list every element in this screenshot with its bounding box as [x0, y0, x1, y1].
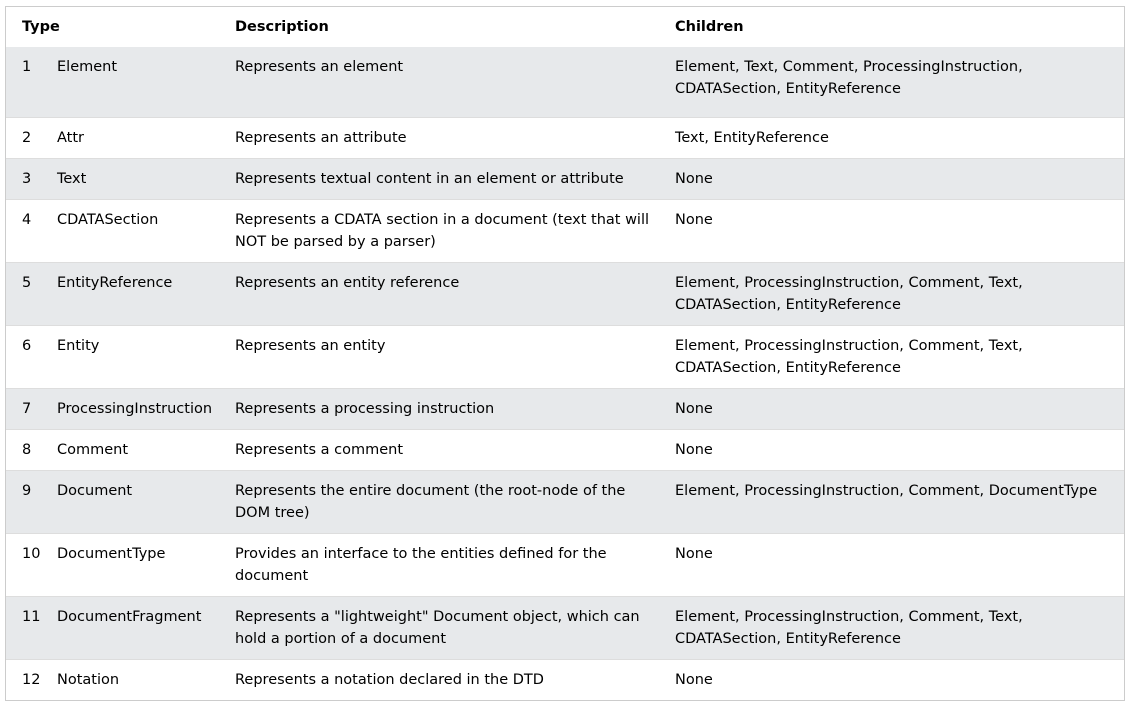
table-row	[6, 389, 1124, 430]
table-row	[6, 534, 1124, 597]
node-type-children: Element, Text, Comment, ProcessingInstruction, CDATASection, EntityReference	[675, 59, 1023, 97]
node-type-description: Represents an entity reference	[235, 275, 460, 291]
node-type-children: Element, ProcessingInstruction, Comment, Text, CDATASection, EntityReference	[675, 338, 1023, 376]
node-types-table	[6, 7, 1124, 700]
node-type-children: Element, ProcessingInstruction, Comment, DocumentType	[675, 483, 1098, 499]
node-type-number: 10	[22, 546, 41, 562]
node-type-description: Represents a "lightweight" Document object, which can hold a portion of a document	[235, 609, 640, 647]
table-row	[6, 263, 1124, 326]
node-type-description: Represents a notation declared in the DTD	[235, 672, 544, 688]
node-type-children: None	[675, 212, 713, 228]
table-header-row	[6, 7, 1124, 47]
node-type-children: None	[675, 171, 713, 187]
column-header-children: Children	[675, 19, 744, 35]
node-type-description: Represents an attribute	[235, 130, 407, 146]
node-type-number: 1	[22, 59, 32, 75]
node-type-name: Attr	[57, 130, 84, 146]
table-row	[6, 430, 1124, 471]
node-type-number: 8	[22, 442, 32, 458]
node-type-number: 6	[22, 338, 32, 354]
node-type-name: Text	[57, 171, 87, 187]
node-type-description: Represents a CDATA section in a document (text that will NOT be parsed by a parser)	[235, 212, 650, 250]
node-type-description: Represents the entire document (the root-node of the DOM tree)	[235, 483, 626, 521]
node-type-children: None	[675, 442, 713, 458]
table-row	[6, 118, 1124, 159]
node-type-number: 3	[22, 171, 32, 187]
column-header-type: Type	[22, 19, 60, 35]
node-type-number: 11	[22, 609, 41, 625]
table-row	[6, 471, 1124, 534]
node-type-name: DocumentFragment	[57, 609, 202, 625]
node-type-name: ProcessingInstruction	[57, 401, 213, 417]
node-type-name: CDATASection	[57, 212, 159, 228]
node-type-number: 7	[22, 401, 32, 417]
node-type-description: Represents textual content in an element or attribute	[235, 171, 624, 187]
node-types-table-container	[5, 6, 1125, 701]
node-type-name: DocumentType	[57, 546, 166, 562]
node-type-number: 12	[22, 672, 41, 688]
column-header-description: Description	[235, 19, 329, 35]
table-row	[6, 326, 1124, 389]
node-type-number: 2	[22, 130, 32, 146]
node-type-description: Represents an element	[235, 59, 404, 75]
node-type-name: EntityReference	[57, 275, 173, 291]
node-type-children: Text, EntityReference	[675, 130, 829, 146]
node-type-children: None	[675, 672, 713, 688]
node-type-description: Represents a comment	[235, 442, 404, 458]
node-type-children: Element, ProcessingInstruction, Comment, Text, CDATASection, EntityReference	[675, 609, 1023, 647]
node-type-name: Document	[57, 483, 133, 499]
node-type-description: Represents a processing instruction	[235, 401, 495, 417]
node-type-children: None	[675, 401, 713, 417]
table-row	[6, 660, 1124, 701]
node-type-name: Comment	[57, 442, 129, 458]
node-type-name: Element	[57, 59, 118, 75]
node-type-children: None	[675, 546, 713, 562]
table-row	[6, 597, 1124, 660]
node-type-description: Provides an interface to the entities defined for the document	[235, 546, 607, 584]
node-type-number: 9	[22, 483, 32, 499]
node-type-name: Entity	[57, 338, 100, 354]
node-type-number: 4	[22, 212, 32, 228]
node-type-children: Element, ProcessingInstruction, Comment, Text, CDATASection, EntityReference	[675, 275, 1023, 313]
node-type-name: Notation	[57, 672, 120, 688]
table-row	[6, 47, 1124, 118]
table-row	[6, 159, 1124, 200]
node-type-number: 5	[22, 275, 32, 291]
table-row	[6, 200, 1124, 263]
node-type-description: Represents an entity	[235, 338, 386, 354]
